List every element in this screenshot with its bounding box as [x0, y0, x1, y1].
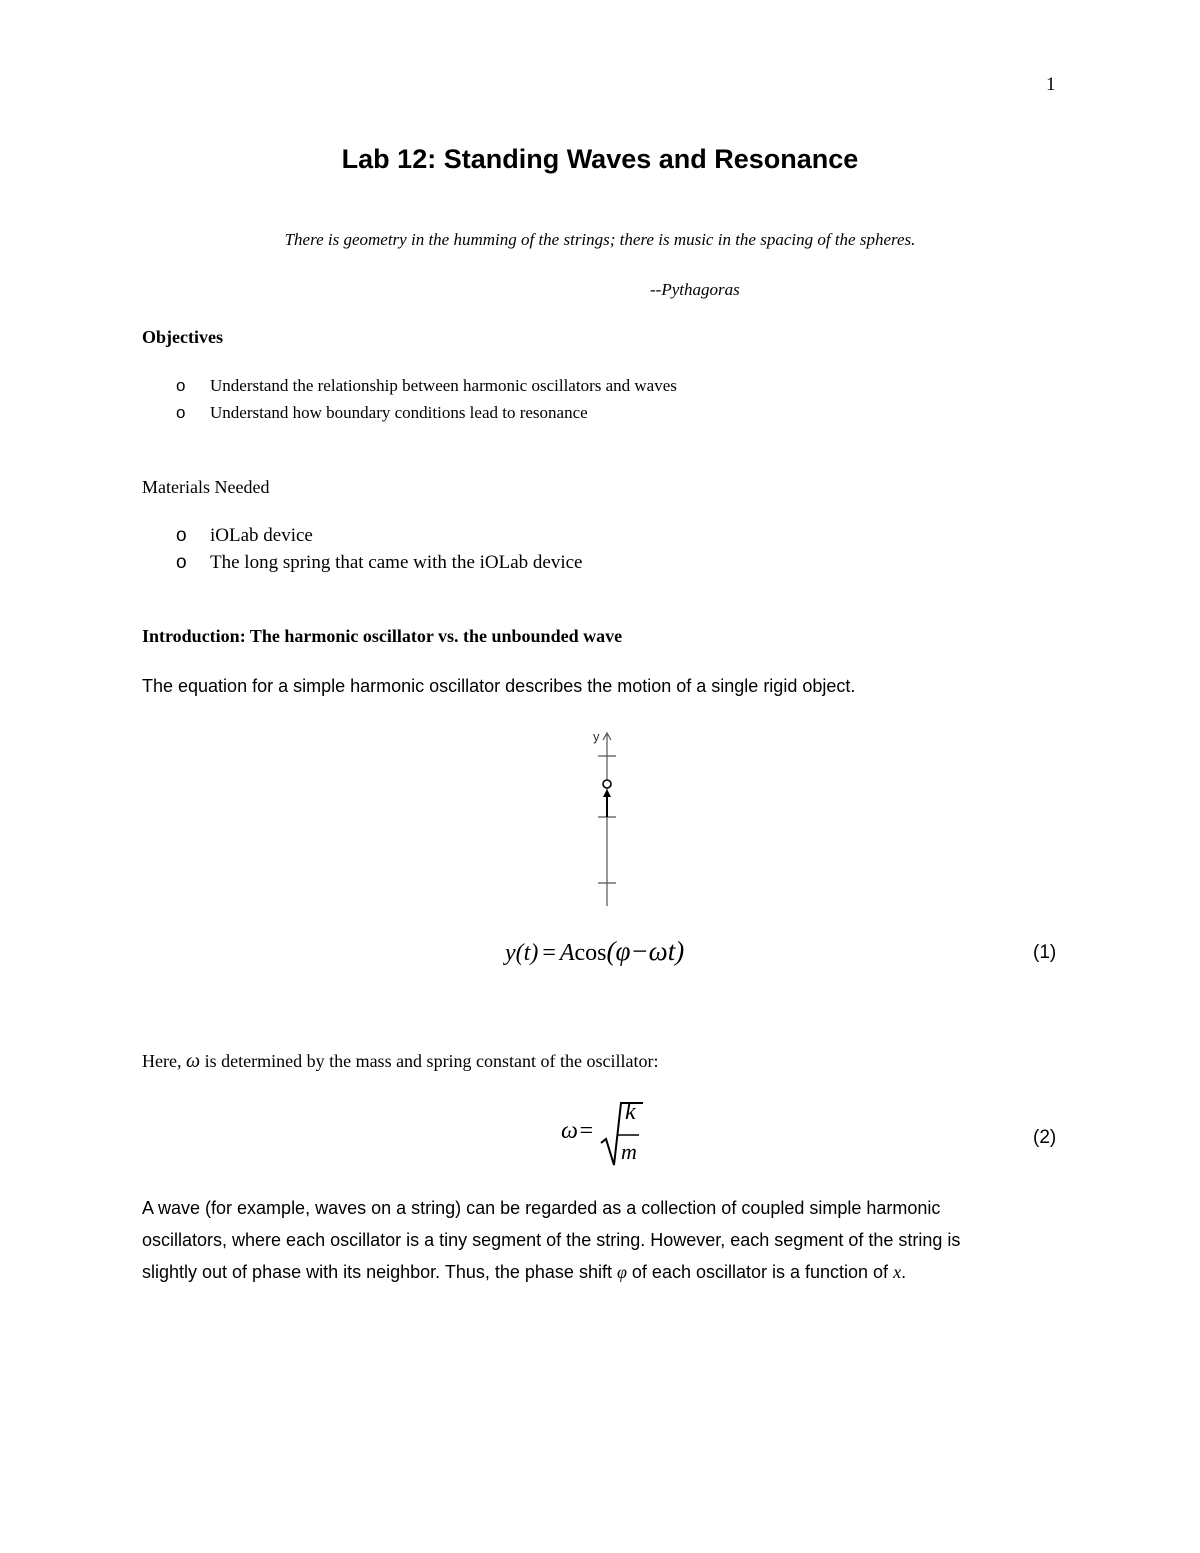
- para2-prefix: Here,: [142, 1051, 186, 1071]
- list-item: [176, 552, 876, 578]
- eq1-equals: =: [542, 940, 556, 966]
- para3-text: of each oscillator is a function of: [626, 1262, 894, 1282]
- introduction-heading: Introduction: The harmonic oscillator vs. the unbounded wave: [142, 626, 623, 646]
- x-variable: x: [893, 1262, 902, 1282]
- displacement-arrowhead: [603, 789, 611, 797]
- equation-2: [561, 1095, 661, 1175]
- para3-line: A wave (for example, waves on a string) can be regarded as a collection of coupled simple harmonic: [142, 1198, 941, 1218]
- bullet-marker: o: [176, 376, 186, 395]
- eq2-lhs: ω=: [561, 1118, 595, 1144]
- epigraph-quote: There is geometry in the humming of the strings; there is music in the spacing of the spheres.: [284, 230, 916, 249]
- material-text: The long spring that came with the iOLab device: [210, 552, 583, 573]
- mass-point: [603, 780, 611, 788]
- objectives-heading: Objectives: [142, 327, 223, 347]
- bullet-marker: o: [176, 525, 187, 546]
- list-item: [176, 403, 876, 427]
- page-title: Lab 12: Standing Waves and Resonance: [341, 144, 859, 174]
- material-text: iOLab device: [210, 525, 313, 546]
- intro-paragraph-3: [142, 1192, 1062, 1288]
- equation-2-number: (2): [1033, 1127, 1057, 1148]
- eq2-denominator: m: [621, 1139, 637, 1164]
- epigraph-attribution: --Pythagoras: [650, 280, 740, 299]
- eq1-cos: cos: [574, 940, 607, 966]
- y-axis-label: y: [593, 729, 600, 744]
- intro-paragraph-2: [142, 1050, 659, 1073]
- eq2-numerator: k: [625, 1099, 636, 1125]
- list-item: [176, 376, 876, 400]
- objective-text: Understand how boundary conditions lead to resonance: [210, 403, 588, 422]
- para3-line: [142, 1256, 1062, 1288]
- phi-symbol: φ: [616, 1262, 627, 1282]
- oscillator-figure: [580, 726, 640, 910]
- materials-heading: Materials Needed: [142, 477, 270, 497]
- eq1-amplitude: A: [559, 940, 575, 966]
- page-number: 1: [1046, 74, 1056, 95]
- intro-paragraph-1: The equation for a simple harmonic oscillator describes the motion of a single rigid object.: [142, 676, 856, 696]
- para3-text: .: [901, 1262, 907, 1282]
- eq1-lhs: y(t): [505, 940, 539, 966]
- bullet-marker: o: [176, 552, 187, 573]
- equation-1: [505, 936, 684, 967]
- equation-1-number: (1): [1033, 942, 1057, 963]
- objective-text: Understand the relationship between harmonic oscillators and waves: [210, 376, 677, 395]
- bullet-marker: o: [176, 403, 186, 422]
- eq1-argument: (φ−ωt): [606, 936, 685, 966]
- para2-suffix: is determined by the mass and spring constant of the oscillator:: [200, 1051, 659, 1071]
- list-item: [176, 525, 876, 551]
- omega-symbol: ω: [185, 1050, 201, 1072]
- para3-line: oscillators, where each oscillator is a tiny segment of the string. However, each segment of the string is: [142, 1230, 961, 1250]
- para3-text: slightly out of phase with its neighbor. Thus, the phase shift: [142, 1262, 617, 1282]
